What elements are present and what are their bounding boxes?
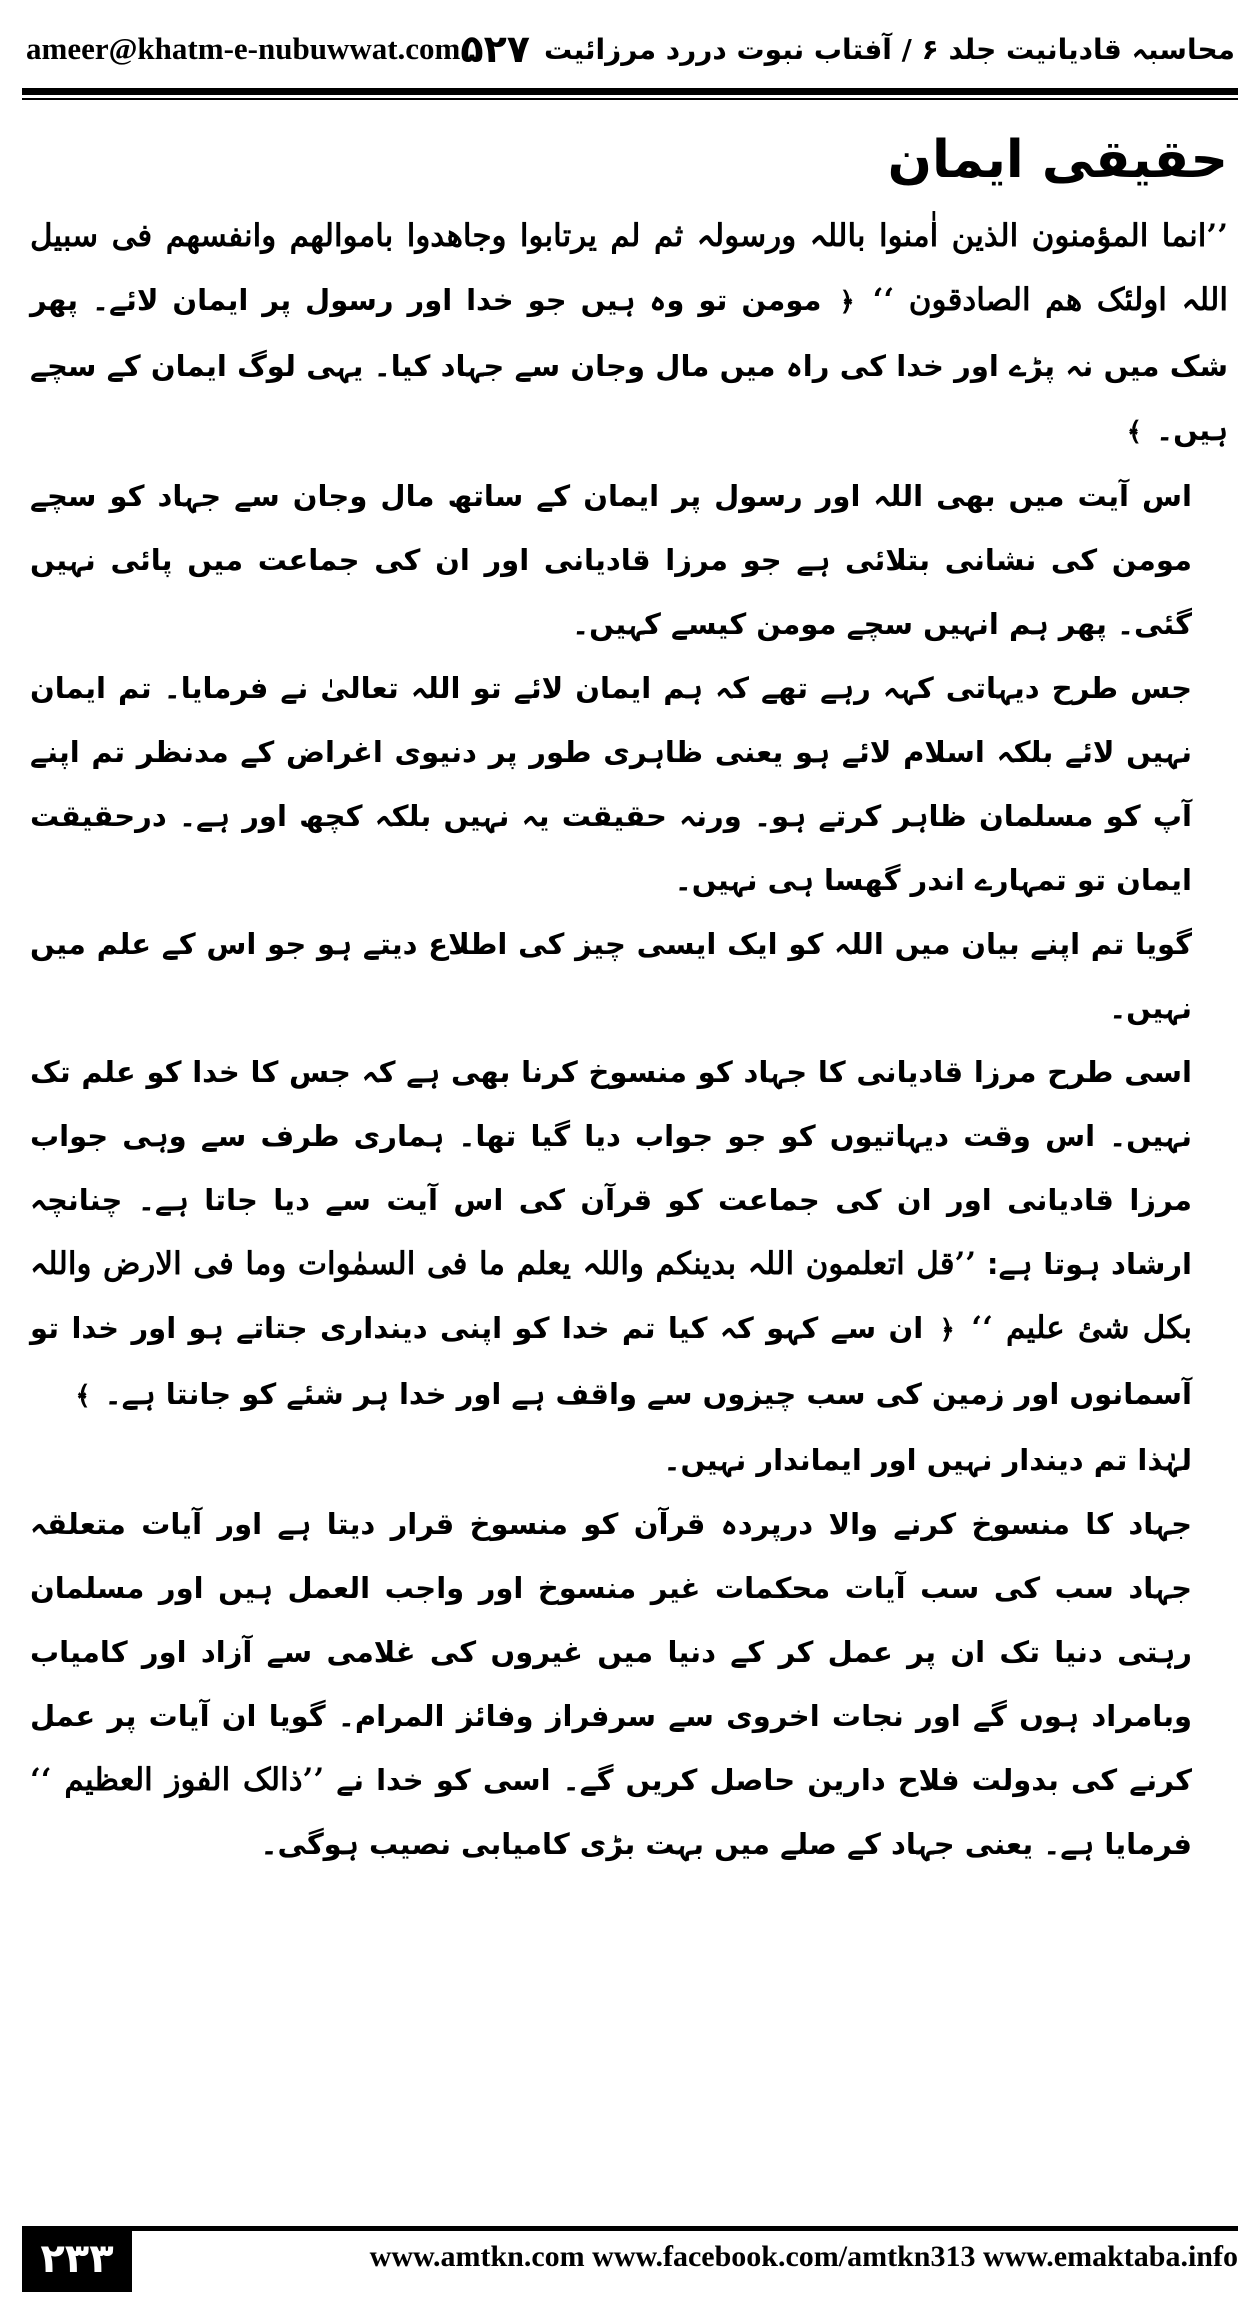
arabic-verse-2: ’’قل اتعلمون اللہ بدینکم واللہ یعلم ما فی السمٰوات وما فی الارض واللہ بکل شئ علیم ‘‘ bbox=[30, 1246, 1192, 1346]
paragraph-3-text: جس طرح دیہاتی کہہ رہے تھے کہ ہم ایمان لائے تو اللہ تعالیٰ نے فرمایا۔ تم ایمان نہیں لائے بلکہ اسلام لائے ہو یعنی ظاہری طور پر دنیوی اغراض کے مدنظر تم اپنے آپ کو مسلمان ظاہر کرتے ہو۔ ورنہ حقیقت یہ نہیں بلکہ کچھ اور ہے۔ درحقیقت ایمان تو تمہارے اندر گھسا ہی نہیں۔ bbox=[30, 671, 1192, 897]
header-rule-thin bbox=[22, 98, 1238, 100]
header-right bbox=[460, 27, 1235, 71]
paragraph-6-text: لہٰذا تم دیندار نہیں اور ایماندار نہیں۔ bbox=[663, 1443, 1192, 1477]
paragraph-7-text-after: فرمایا ہے۔ یعنی جہاد کے صلے میں بہت بڑی کامیابی نصیب ہوگی۔ bbox=[260, 1827, 1192, 1861]
translation-2: ان سے کہو کہ کیا تم خدا کو اپنی دینداری جتاتے ہو اور خدا تو آسمانوں اور زمین کی سب چیزوں سے واقف ہے اور خدا ہر شئے کو جانتا ہے۔ bbox=[30, 1311, 1192, 1411]
footer-links: www.amtkn.com www.facebook.com/amtkn313 www.emaktaba.info bbox=[369, 2240, 1238, 2273]
translation-1: مومن تو وہ ہیں جو خدا اور رسول پر ایمان لائے۔ پھر شک میں نہ پڑے اور خدا کی راہ میں مال وجان سے جہاد کیا۔ یہی لوگ ایمان کے سچے ہیں۔ bbox=[30, 283, 1228, 447]
ornament-open-icon: ﴿ bbox=[839, 287, 855, 317]
arabic-phrase-3: ’’ذالک الفوز العظیم ‘‘ bbox=[30, 1762, 325, 1798]
header-rule-thick bbox=[22, 88, 1238, 95]
footer-page-number: ۲۳۳ bbox=[22, 2226, 132, 2292]
paragraph-2-text: اس آیت میں بھی اللہ اور رسول پر ایمان کے ساتھ مال وجان سے جہاد کو سچے مومن کی نشانی بتلائی ہے جو مرزا قادیانی اور ان کی جماعت میں پائی نہیں گئی۔ پھر ہم انہیں سچے مومن کیسے کہیں۔ bbox=[30, 479, 1192, 641]
header-page-number: ۵۲۷ bbox=[460, 27, 530, 71]
paragraph-1 bbox=[30, 204, 1228, 464]
section-heading: حقیقی ایمان bbox=[887, 130, 1228, 190]
paragraph-7 bbox=[30, 1492, 1228, 1876]
arabic-verse-1: ’’انما المؤمنون الذین اٰمنوا باللہ ورسولہ ثم لم یرتابوا وجاھدوا باموالھم وانفسھم فی سبیل اللہ اولئک ھم الصادقون ‘‘ bbox=[30, 218, 1228, 318]
paragraph-5-text-before: اسی طرح مرزا قادیانی کا جہاد کو منسوخ کرنا بھی ہے کہ جس کا خدا کو علم تک نہیں۔ اس وقت دیہاتیوں کو جو جواب دیا گیا تھا۔ ہماری طرف سے وہی جواب مرزا قادیانی اور ان کی جماعت کو قرآن کی اس آیت سے دیا جاتا ہے۔ چنانچہ ارشاد ہوتا ہے: bbox=[30, 1055, 1192, 1281]
footer-rule bbox=[132, 2226, 1238, 2231]
paragraph-7-text: جہاد کا منسوخ کرنے والا درپردہ قرآن کو منسوخ قرار دیتا ہے اور آیات متعلقہ جہاد سب کی سب آیات محکمات غیر منسوخ اور واجب العمل ہیں اور مسلمان رہتی دنیا تک ان پر عمل کر کے دنیا میں غیروں کی غلامی سے آزاد اور کامیاب وبامراد ہوں گے اور نجات اخروی سے سرفراز وفائز المرام۔ گویا ان آیات پر عمل کرنے کی بدولت فلاح دارین حاصل کریں گے۔ اسی کو خدا نے bbox=[30, 1507, 1192, 1797]
paragraph-4-text: گویا تم اپنے بیان میں اللہ کو ایک ایسی چیز کی اطلاع دیتے ہو جو اس کے علم میں نہیں۔ bbox=[30, 927, 1192, 1025]
paragraph-4 bbox=[30, 912, 1228, 1040]
header-title: محاسبہ قادیانیت جلد ۶ / آفتاب نبوت دررد مرزائیت bbox=[543, 32, 1235, 66]
ornament-close-icon: ﴾ bbox=[1126, 417, 1142, 447]
header-email: ameer@khatm-e-nubuwwat.com bbox=[26, 31, 461, 66]
paragraph-6 bbox=[30, 1428, 1228, 1492]
page-header bbox=[26, 14, 1234, 84]
paragraph-2 bbox=[30, 464, 1228, 656]
ornament-close-icon: ﴾ bbox=[75, 1381, 91, 1411]
ornament-open-icon: ﴿ bbox=[939, 1315, 955, 1345]
page-footer bbox=[22, 2226, 1238, 2292]
paragraph-3 bbox=[30, 656, 1228, 912]
page-content bbox=[30, 118, 1228, 1876]
paragraph-5 bbox=[30, 1040, 1228, 1428]
